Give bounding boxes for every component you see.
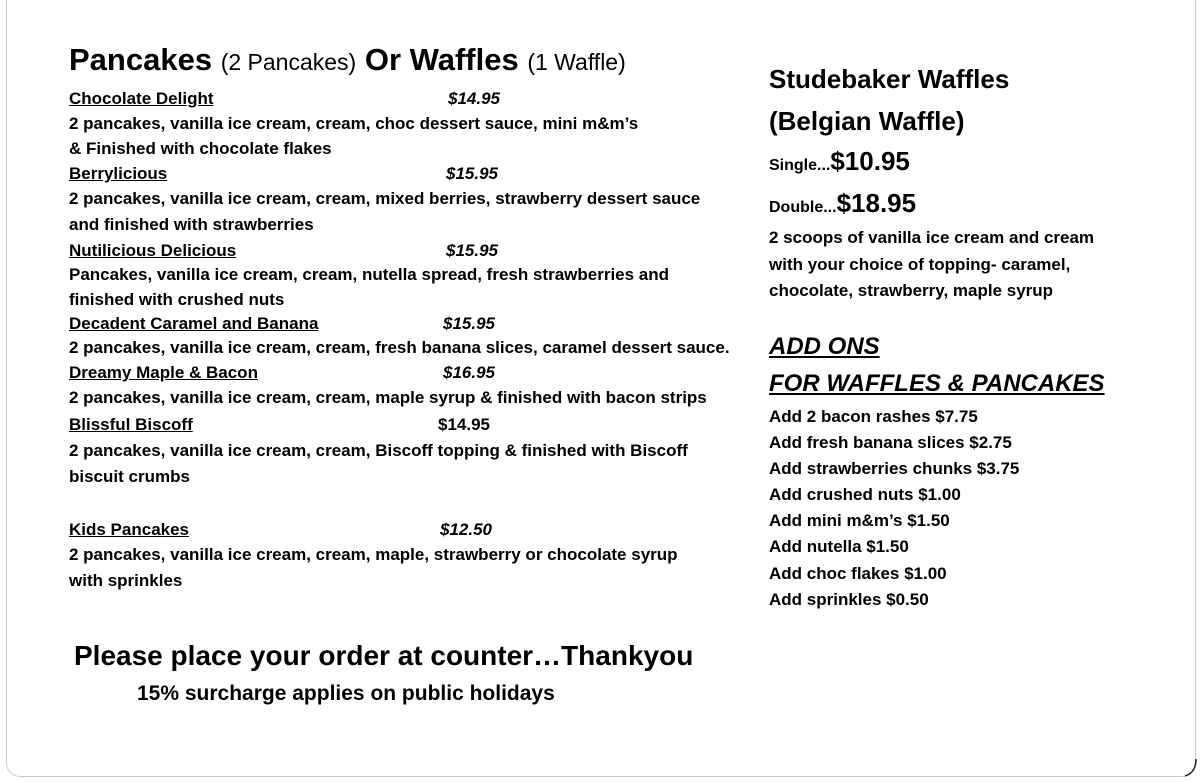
menu-item-price: $14.95 <box>448 89 500 108</box>
double-label: Double... <box>769 199 837 216</box>
menu-item-name: Chocolate Delight <box>69 89 214 108</box>
menu-item-desc: with sprinkles <box>69 571 183 590</box>
waffles-subtitle: (Belgian Waffle) <box>769 106 965 136</box>
page-title <box>69 42 626 78</box>
menu-item-name: Berrylicious <box>69 164 168 183</box>
menu-item-desc: 2 pancakes, vanilla ice cream, cream, maple, strawberry or chocolate syrup <box>69 545 678 564</box>
double-price: $18.95 <box>836 188 917 218</box>
waffles-double-price-row <box>769 188 916 219</box>
title-or-waffles: Or Waffles <box>364 42 519 77</box>
title-pancakes-note: (2 Pancakes) <box>220 49 357 75</box>
menu-item-name: Dreamy Maple & Bacon <box>69 363 258 382</box>
menu-item-price: $12.50 <box>440 520 492 539</box>
waffles-single-price-row <box>769 146 910 177</box>
order-notice: Please place your order at counter…Thankyou <box>74 640 694 671</box>
addon-item: Add choc flakes $1.00 <box>769 564 947 583</box>
addons-subheading: FOR WAFFLES & PANCAKES <box>769 370 1105 397</box>
waffles-desc: 2 scoops of vanilla ice cream and cream <box>769 228 1095 247</box>
menu-item-price: $16.95 <box>443 363 495 382</box>
menu-item-name: Kids Pancakes <box>69 520 190 539</box>
menu-item-desc: finished with crushed nuts <box>69 290 285 309</box>
single-price: $10.95 <box>830 146 910 176</box>
addon-item: Add 2 bacon rashes $7.75 <box>769 407 978 426</box>
waffles-desc: chocolate, strawberry, maple syrup <box>769 281 1054 300</box>
menu-item-desc: & Finished with chocolate flakes <box>69 139 332 158</box>
single-label: Single... <box>769 157 831 174</box>
menu-item-desc: 2 pancakes, vanilla ice cream, cream, maple syrup & finished with bacon strips <box>69 388 707 407</box>
addon-item: Add strawberries chunks $3.75 <box>769 459 1020 478</box>
menu-item-price: $15.95 <box>446 164 498 183</box>
title-waffles-note: (1 Waffle) <box>527 49 626 75</box>
addons-heading: ADD ONS <box>769 333 880 360</box>
menu-item-price: $14.95 <box>438 415 490 434</box>
addon-item: Add mini m&m’s $1.50 <box>769 511 950 530</box>
addon-item: Add fresh banana slices $2.75 <box>769 433 1012 452</box>
menu-item-price: $15.95 <box>446 241 498 260</box>
menu-item-desc: biscuit crumbs <box>69 467 190 486</box>
menu-item-desc: 2 pancakes, vanilla ice cream, cream, fresh banana slices, caramel dessert sauce. <box>69 338 730 357</box>
menu-item-name: Nutilicious Delicious <box>69 241 237 260</box>
menu-item-desc: 2 pancakes, vanilla ice cream, cream, mixed berries, strawberry dessert sauce <box>69 189 701 208</box>
waffles-title: Studebaker Waffles <box>769 64 1010 94</box>
menu-item-desc: 2 pancakes, vanilla ice cream, cream, Biscoff topping & finished with Biscoff <box>69 441 688 460</box>
menu-item-desc: and finished with strawberries <box>69 215 314 234</box>
menu-item-desc: Pancakes, vanilla ice cream, cream, nutella spread, fresh strawberries and <box>69 265 670 284</box>
surcharge-notice: 15% surcharge applies on public holidays <box>137 682 555 705</box>
menu-item-price: $15.95 <box>443 314 495 333</box>
menu-item-name: Decadent Caramel and Banana <box>69 314 319 333</box>
title-pancakes: Pancakes <box>69 42 213 77</box>
menu-item-name: Blissful Biscoff <box>69 415 193 434</box>
page-curl-icon <box>1184 758 1198 778</box>
addon-item: Add crushed nuts $1.00 <box>769 485 961 504</box>
waffles-desc: with your choice of topping- caramel, <box>769 255 1071 274</box>
menu-item-desc: 2 pancakes, vanilla ice cream, cream, choc dessert sauce, mini m&m’s <box>69 114 639 133</box>
addon-item: Add nutella $1.50 <box>769 537 909 556</box>
addon-item: Add sprinkles $0.50 <box>769 590 929 609</box>
